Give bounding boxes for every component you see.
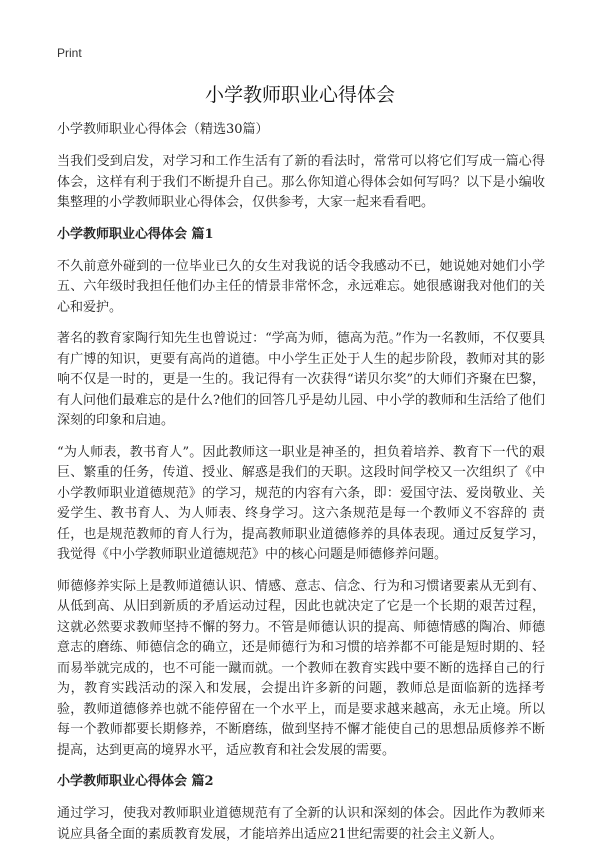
section-heading: 小学教师职业心得体会 篇2 — [57, 774, 214, 789]
intro-paragraph: 当我们受到启发，对学习和工作生活有了新的看法时，常常可以将它们写成一篇心得体会，这样有利于我们不断提升自己。那么你知道心得体会如何写吗？以下是小编收集整理的小学教师职业心得体会，仅供参考，大家一起来看看吧。 — [57, 154, 545, 210]
paragraph: 通过学习，使我对教师职业道德规范有了全新的认识和深刻的体会。因此作为教师来说应具备全面的素质教育发展，才能培养出适应21世纪需要的社会主义新人。 — [57, 806, 545, 842]
page-title: 小学教师职业心得体会 — [204, 84, 395, 106]
paragraph: 不久前意外碰到的一位毕业已久的女生对我说的话令我感动不已，她说她对她们小学五、六年级时我担任他们办主任的情景非常怀念，永远难忘。她很感谢我对他们的关心和爱护。 — [57, 258, 545, 315]
paragraph: 师德修养实际上是教师道德认识、情感、意志、信念、行为和习惯诸要素从无到有、从低到高、从旧到新质的矛盾运动过程，因此也就决定了它是一个长期的艰苦过程，这就必然要求教师坚持不懈的努力。不管是师德认识的提高、师德情感的陶冶、师德意志的磨练、师德信念的确立，还是师德行为和习惯的培养都不可能是短时期的、轻而易举就完成的，也不可能一蹴而就。一个教师在教育实践中要不断的选择自己的行为，教育实践活动的深入和发展，会提出许多新的问题，教师总是面临新的选择考验，教师道德修养也就不能停留在一个水平上，而是要求越来越高，永无止境。所以每一个教师都要长期修养，不断磨练，做到坚持不懈才能使自己的思想品质修养不断提高，达到更高的境界水平，适应教育和社会发展的需要。 — [57, 578, 545, 758]
print-link[interactable]: Print — [57, 46, 82, 60]
article-subtitle: 小学教师职业心得体会（精选30篇） — [57, 122, 269, 137]
paragraph: 著名的教育家陶行知先生也曾说过：“学高为师，德高为范。”作为一名教师，不仅要具有广博的知识，更要有高尚的道德。中小学生正处于人生的起步阶段，教师对其的影响不仅是一时的，更是一生的。我记得有一次获得“诺贝尔奖”的大师们齐聚在巴黎，有人问他们最难忘的是什么?他们的回答几乎是幼儿园、中小学的教师和生活给了他们深刻的印象和启迪。 — [57, 331, 545, 428]
paragraph: “为人师表，教书育人”。因此教师这一职业是神圣的，担负着培养、教育下一代的艰巨、繁重的任务，传道、授业、解惑是我们的天职。这段时间学校又一次组织了《中小学教师职业道德规范》的学习，规范的内容有六条，即：爱国守法、爱岗敬业、关爱学生、教书育人、为人师表、终身学习。这六条规范是每一个教师义不容辞的 责任，也是规范教师的育人行为，提高教师职业道德修养的具体表现。通过反复学习，我觉得《中小学教师职业道德规范》中的核心问题是师德修养问题。 — [57, 444, 545, 562]
article-body — [57, 120, 545, 856]
section-heading: 小学教师职业心得体会 篇1 — [57, 226, 214, 242]
